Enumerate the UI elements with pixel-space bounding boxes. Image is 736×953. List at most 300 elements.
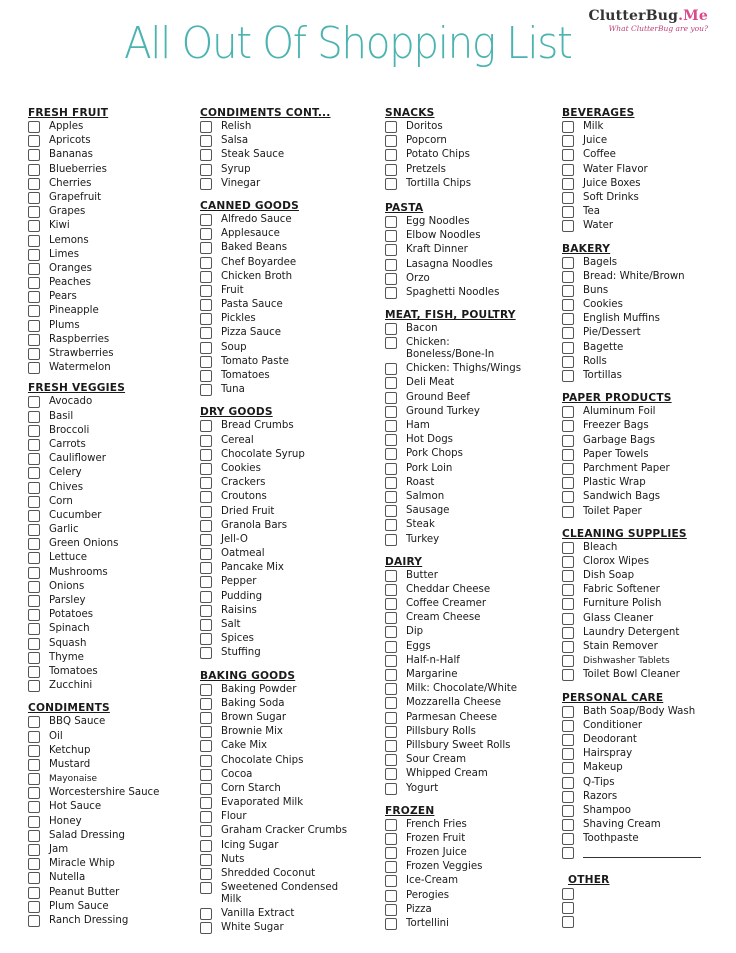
list-item[interactable] — [200, 796, 370, 810]
list-item[interactable] — [28, 410, 188, 424]
checkbox[interactable] — [28, 844, 40, 856]
list-item[interactable] — [562, 569, 732, 583]
checkbox[interactable] — [385, 570, 397, 582]
checkbox[interactable] — [200, 811, 212, 823]
checkbox[interactable] — [385, 216, 397, 228]
checkbox[interactable] — [385, 149, 397, 161]
list-item[interactable] — [200, 434, 370, 448]
checkbox[interactable] — [200, 825, 212, 837]
list-item[interactable] — [562, 256, 732, 270]
checkbox[interactable] — [385, 641, 397, 653]
checkbox[interactable] — [200, 698, 212, 710]
checkbox[interactable] — [200, 534, 212, 546]
list-item[interactable] — [562, 405, 732, 419]
list-item[interactable] — [385, 860, 550, 874]
list-item[interactable] — [385, 362, 550, 376]
checkbox[interactable] — [385, 783, 397, 795]
list-item[interactable] — [562, 270, 732, 284]
checkbox[interactable] — [562, 833, 574, 845]
list-item[interactable] — [200, 227, 370, 241]
list-item[interactable] — [385, 753, 550, 767]
checkbox[interactable] — [200, 769, 212, 781]
list-item[interactable] — [200, 326, 370, 340]
checkbox[interactable] — [200, 242, 212, 254]
checkbox[interactable] — [562, 271, 574, 283]
list-item[interactable] — [28, 481, 188, 495]
list-item[interactable] — [28, 304, 188, 318]
list-item[interactable] — [562, 298, 732, 312]
list-item[interactable] — [200, 533, 370, 547]
list-item[interactable] — [28, 466, 188, 480]
list-item[interactable] — [385, 597, 550, 611]
list-item[interactable] — [385, 490, 550, 504]
blank-item[interactable] — [562, 846, 732, 860]
checkbox[interactable] — [562, 121, 574, 133]
checkbox[interactable] — [562, 506, 574, 518]
list-item[interactable] — [385, 767, 550, 781]
checkbox[interactable] — [28, 320, 40, 332]
checkbox[interactable] — [562, 327, 574, 339]
checkbox[interactable] — [385, 287, 397, 299]
checkbox[interactable] — [200, 576, 212, 588]
list-item[interactable] — [28, 438, 188, 452]
list-item[interactable] — [385, 405, 550, 419]
list-item[interactable] — [28, 637, 188, 651]
checkbox[interactable] — [385, 598, 397, 610]
checkbox[interactable] — [28, 164, 40, 176]
list-item[interactable] — [385, 215, 550, 229]
list-item[interactable] — [28, 163, 188, 177]
checkbox[interactable] — [200, 520, 212, 532]
checkbox[interactable] — [200, 755, 212, 767]
list-item[interactable] — [385, 258, 550, 272]
list-item[interactable] — [562, 733, 732, 747]
checkbox[interactable] — [562, 370, 574, 382]
list-item[interactable] — [200, 575, 370, 589]
checkbox[interactable] — [200, 370, 212, 382]
checkbox[interactable] — [385, 420, 397, 432]
checkbox[interactable] — [200, 342, 212, 354]
checkbox[interactable] — [28, 609, 40, 621]
checkbox[interactable] — [200, 463, 212, 475]
checkbox[interactable] — [562, 777, 574, 789]
list-item[interactable] — [28, 715, 188, 729]
list-item[interactable] — [200, 355, 370, 369]
list-item[interactable] — [28, 786, 188, 800]
list-item[interactable] — [385, 917, 550, 931]
checkbox[interactable] — [562, 342, 574, 354]
list-item[interactable] — [200, 505, 370, 519]
checkbox[interactable] — [385, 697, 397, 709]
checkbox[interactable] — [28, 830, 40, 842]
list-item[interactable] — [385, 682, 550, 696]
checkbox[interactable] — [200, 619, 212, 631]
list-item[interactable] — [562, 747, 732, 761]
list-item[interactable] — [385, 229, 550, 243]
checkbox[interactable] — [200, 840, 212, 852]
checkbox[interactable] — [562, 888, 574, 900]
list-item[interactable] — [562, 205, 732, 219]
checkbox[interactable] — [200, 271, 212, 283]
list-item[interactable] — [562, 818, 732, 832]
list-item[interactable] — [562, 476, 732, 490]
checkbox[interactable] — [28, 716, 40, 728]
checkbox[interactable] — [562, 641, 574, 653]
list-item[interactable] — [385, 611, 550, 625]
list-item[interactable] — [385, 625, 550, 639]
checkbox[interactable] — [28, 552, 40, 564]
list-item[interactable] — [385, 889, 550, 903]
checkbox[interactable] — [200, 605, 212, 617]
list-item[interactable] — [28, 758, 188, 772]
checkbox[interactable] — [385, 875, 397, 887]
checkbox[interactable] — [562, 164, 574, 176]
list-item[interactable] — [28, 580, 188, 594]
list-item[interactable] — [28, 744, 188, 758]
list-item[interactable] — [562, 654, 732, 668]
list-item[interactable] — [200, 270, 370, 284]
list-item[interactable] — [200, 853, 370, 867]
list-item[interactable] — [562, 134, 732, 148]
checkbox[interactable] — [562, 556, 574, 568]
list-item[interactable] — [562, 668, 732, 682]
list-item[interactable] — [385, 447, 550, 461]
checkbox[interactable] — [200, 149, 212, 161]
list-item[interactable] — [200, 921, 370, 935]
checkbox[interactable] — [562, 542, 574, 554]
checkbox[interactable] — [200, 783, 212, 795]
checkbox[interactable] — [385, 918, 397, 930]
checkbox[interactable] — [385, 259, 397, 271]
list-item[interactable] — [28, 395, 188, 409]
list-item[interactable] — [200, 448, 370, 462]
list-item[interactable] — [385, 711, 550, 725]
list-item[interactable] — [200, 476, 370, 490]
checkbox[interactable] — [28, 759, 40, 771]
list-item[interactable] — [385, 832, 550, 846]
list-item[interactable] — [385, 654, 550, 668]
checkbox[interactable] — [385, 904, 397, 916]
list-item[interactable] — [28, 319, 188, 333]
list-item[interactable] — [28, 857, 188, 871]
list-item[interactable] — [562, 832, 732, 846]
checkbox[interactable] — [28, 291, 40, 303]
list-item[interactable] — [28, 622, 188, 636]
checkbox[interactable] — [385, 135, 397, 147]
checkbox[interactable] — [28, 745, 40, 757]
list-item[interactable] — [385, 272, 550, 286]
checkbox[interactable] — [562, 206, 574, 218]
checkbox[interactable] — [562, 819, 574, 831]
checkbox[interactable] — [28, 192, 40, 204]
checkbox[interactable] — [200, 684, 212, 696]
write-in-line[interactable] — [583, 846, 701, 858]
checkbox[interactable] — [28, 362, 40, 374]
checkbox[interactable] — [562, 613, 574, 625]
checkbox[interactable] — [28, 652, 40, 664]
checkbox[interactable] — [28, 595, 40, 607]
checkbox[interactable] — [200, 797, 212, 809]
other-item[interactable] — [562, 887, 732, 901]
checkbox[interactable] — [28, 305, 40, 317]
list-item[interactable] — [28, 800, 188, 814]
list-item[interactable] — [562, 583, 732, 597]
checkbox[interactable] — [562, 356, 574, 368]
list-item[interactable] — [385, 569, 550, 583]
checkbox[interactable] — [562, 435, 574, 447]
checkbox[interactable] — [385, 477, 397, 489]
list-item[interactable] — [200, 839, 370, 853]
checkbox[interactable] — [562, 847, 574, 859]
list-item[interactable] — [562, 148, 732, 162]
list-item[interactable] — [200, 561, 370, 575]
list-item[interactable] — [28, 551, 188, 565]
list-item[interactable] — [562, 177, 732, 191]
list-item[interactable] — [28, 730, 188, 744]
list-item[interactable] — [200, 213, 370, 227]
checkbox[interactable] — [562, 762, 574, 774]
list-item[interactable] — [200, 683, 370, 697]
list-item[interactable] — [28, 523, 188, 537]
checkbox[interactable] — [562, 149, 574, 161]
checkbox[interactable] — [200, 228, 212, 240]
checkbox[interactable] — [385, 612, 397, 624]
checkbox[interactable] — [385, 669, 397, 681]
list-item[interactable] — [562, 790, 732, 804]
list-item[interactable] — [28, 843, 188, 857]
list-item[interactable] — [385, 476, 550, 490]
list-item[interactable] — [28, 594, 188, 608]
checkbox[interactable] — [28, 680, 40, 692]
list-item[interactable] — [28, 333, 188, 347]
checkbox[interactable] — [28, 872, 40, 884]
checkbox[interactable] — [28, 178, 40, 190]
list-item[interactable] — [28, 537, 188, 551]
list-item[interactable] — [562, 341, 732, 355]
checkbox[interactable] — [28, 496, 40, 508]
checkbox[interactable] — [385, 712, 397, 724]
checkbox[interactable] — [200, 591, 212, 603]
checkbox[interactable] — [200, 214, 212, 226]
checkbox[interactable] — [28, 816, 40, 828]
list-item[interactable] — [385, 322, 550, 336]
list-item[interactable] — [28, 772, 188, 786]
checkbox[interactable] — [562, 299, 574, 311]
list-item[interactable] — [200, 519, 370, 533]
checkbox[interactable] — [200, 882, 212, 894]
checkbox[interactable] — [28, 482, 40, 494]
list-item[interactable] — [562, 719, 732, 733]
checkbox[interactable] — [562, 477, 574, 489]
list-item[interactable] — [200, 907, 370, 921]
list-item[interactable] — [200, 646, 370, 660]
list-item[interactable] — [28, 120, 188, 134]
list-item[interactable] — [385, 433, 550, 447]
checkbox[interactable] — [562, 916, 574, 928]
checkbox[interactable] — [200, 562, 212, 574]
checkbox[interactable] — [385, 337, 397, 349]
list-item[interactable] — [385, 818, 550, 832]
checkbox[interactable] — [28, 901, 40, 913]
list-item[interactable] — [562, 163, 732, 177]
checkbox[interactable] — [28, 731, 40, 743]
checkbox[interactable] — [200, 257, 212, 269]
list-item[interactable] — [562, 355, 732, 369]
list-item[interactable] — [562, 761, 732, 775]
list-item[interactable] — [200, 462, 370, 476]
checkbox[interactable] — [28, 858, 40, 870]
list-item[interactable] — [28, 829, 188, 843]
list-item[interactable] — [385, 668, 550, 682]
checkbox[interactable] — [200, 854, 212, 866]
list-item[interactable] — [562, 490, 732, 504]
checkbox[interactable] — [28, 773, 40, 785]
checkbox[interactable] — [28, 787, 40, 799]
checkbox[interactable] — [200, 135, 212, 147]
checkbox[interactable] — [28, 411, 40, 423]
list-item[interactable] — [200, 768, 370, 782]
list-item[interactable] — [385, 134, 550, 148]
list-item[interactable] — [200, 867, 370, 881]
list-item[interactable] — [28, 248, 188, 262]
checkbox[interactable] — [385, 392, 397, 404]
checkbox[interactable] — [200, 121, 212, 133]
list-item[interactable] — [385, 376, 550, 390]
checkbox[interactable] — [385, 505, 397, 517]
checkbox[interactable] — [562, 285, 574, 297]
list-item[interactable] — [28, 148, 188, 162]
list-item[interactable] — [562, 612, 732, 626]
checkbox[interactable] — [200, 740, 212, 752]
list-item[interactable] — [562, 284, 732, 298]
list-item[interactable] — [28, 679, 188, 693]
checkbox[interactable] — [562, 463, 574, 475]
checkbox[interactable] — [385, 323, 397, 335]
list-item[interactable] — [562, 191, 732, 205]
list-item[interactable] — [562, 434, 732, 448]
list-item[interactable] — [562, 448, 732, 462]
checkbox[interactable] — [562, 584, 574, 596]
list-item[interactable] — [200, 256, 370, 270]
checkbox[interactable] — [562, 406, 574, 418]
list-item[interactable] — [562, 776, 732, 790]
checkbox[interactable] — [28, 623, 40, 635]
list-item[interactable] — [28, 234, 188, 248]
checkbox[interactable] — [28, 581, 40, 593]
checkbox[interactable] — [28, 425, 40, 437]
checkbox[interactable] — [385, 406, 397, 418]
checkbox[interactable] — [385, 230, 397, 242]
checkbox[interactable] — [28, 538, 40, 550]
checkbox[interactable] — [385, 584, 397, 596]
checkbox[interactable] — [385, 754, 397, 766]
checkbox[interactable] — [28, 510, 40, 522]
checkbox[interactable] — [385, 244, 397, 256]
list-item[interactable] — [200, 754, 370, 768]
checkbox[interactable] — [385, 491, 397, 503]
list-item[interactable] — [562, 804, 732, 818]
list-item[interactable] — [385, 148, 550, 162]
checkbox[interactable] — [200, 506, 212, 518]
list-item[interactable] — [385, 533, 550, 547]
list-item[interactable] — [200, 547, 370, 561]
list-item[interactable] — [562, 541, 732, 555]
list-item[interactable] — [28, 871, 188, 885]
checkbox[interactable] — [200, 356, 212, 368]
list-item[interactable] — [200, 604, 370, 618]
checkbox[interactable] — [385, 819, 397, 831]
checkbox[interactable] — [562, 734, 574, 746]
list-item[interactable] — [28, 452, 188, 466]
other-item[interactable] — [562, 915, 732, 929]
checkbox[interactable] — [562, 627, 574, 639]
list-item[interactable] — [385, 903, 550, 917]
checkbox[interactable] — [200, 712, 212, 724]
list-item[interactable] — [200, 590, 370, 604]
list-item[interactable] — [200, 490, 370, 504]
checkbox[interactable] — [385, 434, 397, 446]
checkbox[interactable] — [562, 669, 574, 681]
checkbox[interactable] — [28, 666, 40, 678]
list-item[interactable] — [200, 284, 370, 298]
checkbox[interactable] — [385, 833, 397, 845]
list-item[interactable] — [385, 391, 550, 405]
list-item[interactable] — [562, 705, 732, 719]
checkbox[interactable] — [200, 647, 212, 659]
checkbox[interactable] — [28, 439, 40, 451]
checkbox[interactable] — [28, 121, 40, 133]
checkbox[interactable] — [200, 299, 212, 311]
list-item[interactable] — [200, 725, 370, 739]
checkbox[interactable] — [200, 633, 212, 645]
other-item[interactable] — [562, 901, 732, 915]
checkbox[interactable] — [562, 655, 574, 667]
list-item[interactable] — [200, 241, 370, 255]
list-item[interactable] — [28, 134, 188, 148]
checkbox[interactable] — [28, 149, 40, 161]
list-item[interactable] — [28, 177, 188, 191]
checkbox[interactable] — [562, 791, 574, 803]
list-item[interactable] — [385, 696, 550, 710]
checkbox[interactable] — [385, 448, 397, 460]
checkbox[interactable] — [28, 801, 40, 813]
list-item[interactable] — [28, 219, 188, 233]
list-item[interactable] — [562, 369, 732, 383]
checkbox[interactable] — [385, 363, 397, 375]
checkbox[interactable] — [200, 449, 212, 461]
checkbox[interactable] — [200, 384, 212, 396]
list-item[interactable] — [385, 336, 550, 362]
checkbox[interactable] — [385, 534, 397, 546]
checkbox[interactable] — [562, 220, 574, 232]
checkbox[interactable] — [200, 164, 212, 176]
checkbox[interactable] — [200, 477, 212, 489]
checkbox[interactable] — [28, 396, 40, 408]
checkbox[interactable] — [562, 449, 574, 461]
list-item[interactable] — [28, 347, 188, 361]
checkbox[interactable] — [385, 740, 397, 752]
checkbox[interactable] — [562, 313, 574, 325]
checkbox[interactable] — [385, 847, 397, 859]
checkbox[interactable] — [28, 915, 40, 927]
list-item[interactable] — [562, 120, 732, 134]
checkbox[interactable] — [385, 178, 397, 190]
list-item[interactable] — [562, 419, 732, 433]
checkbox[interactable] — [200, 420, 212, 432]
checkbox[interactable] — [562, 570, 574, 582]
checkbox[interactable] — [562, 491, 574, 503]
list-item[interactable] — [562, 597, 732, 611]
